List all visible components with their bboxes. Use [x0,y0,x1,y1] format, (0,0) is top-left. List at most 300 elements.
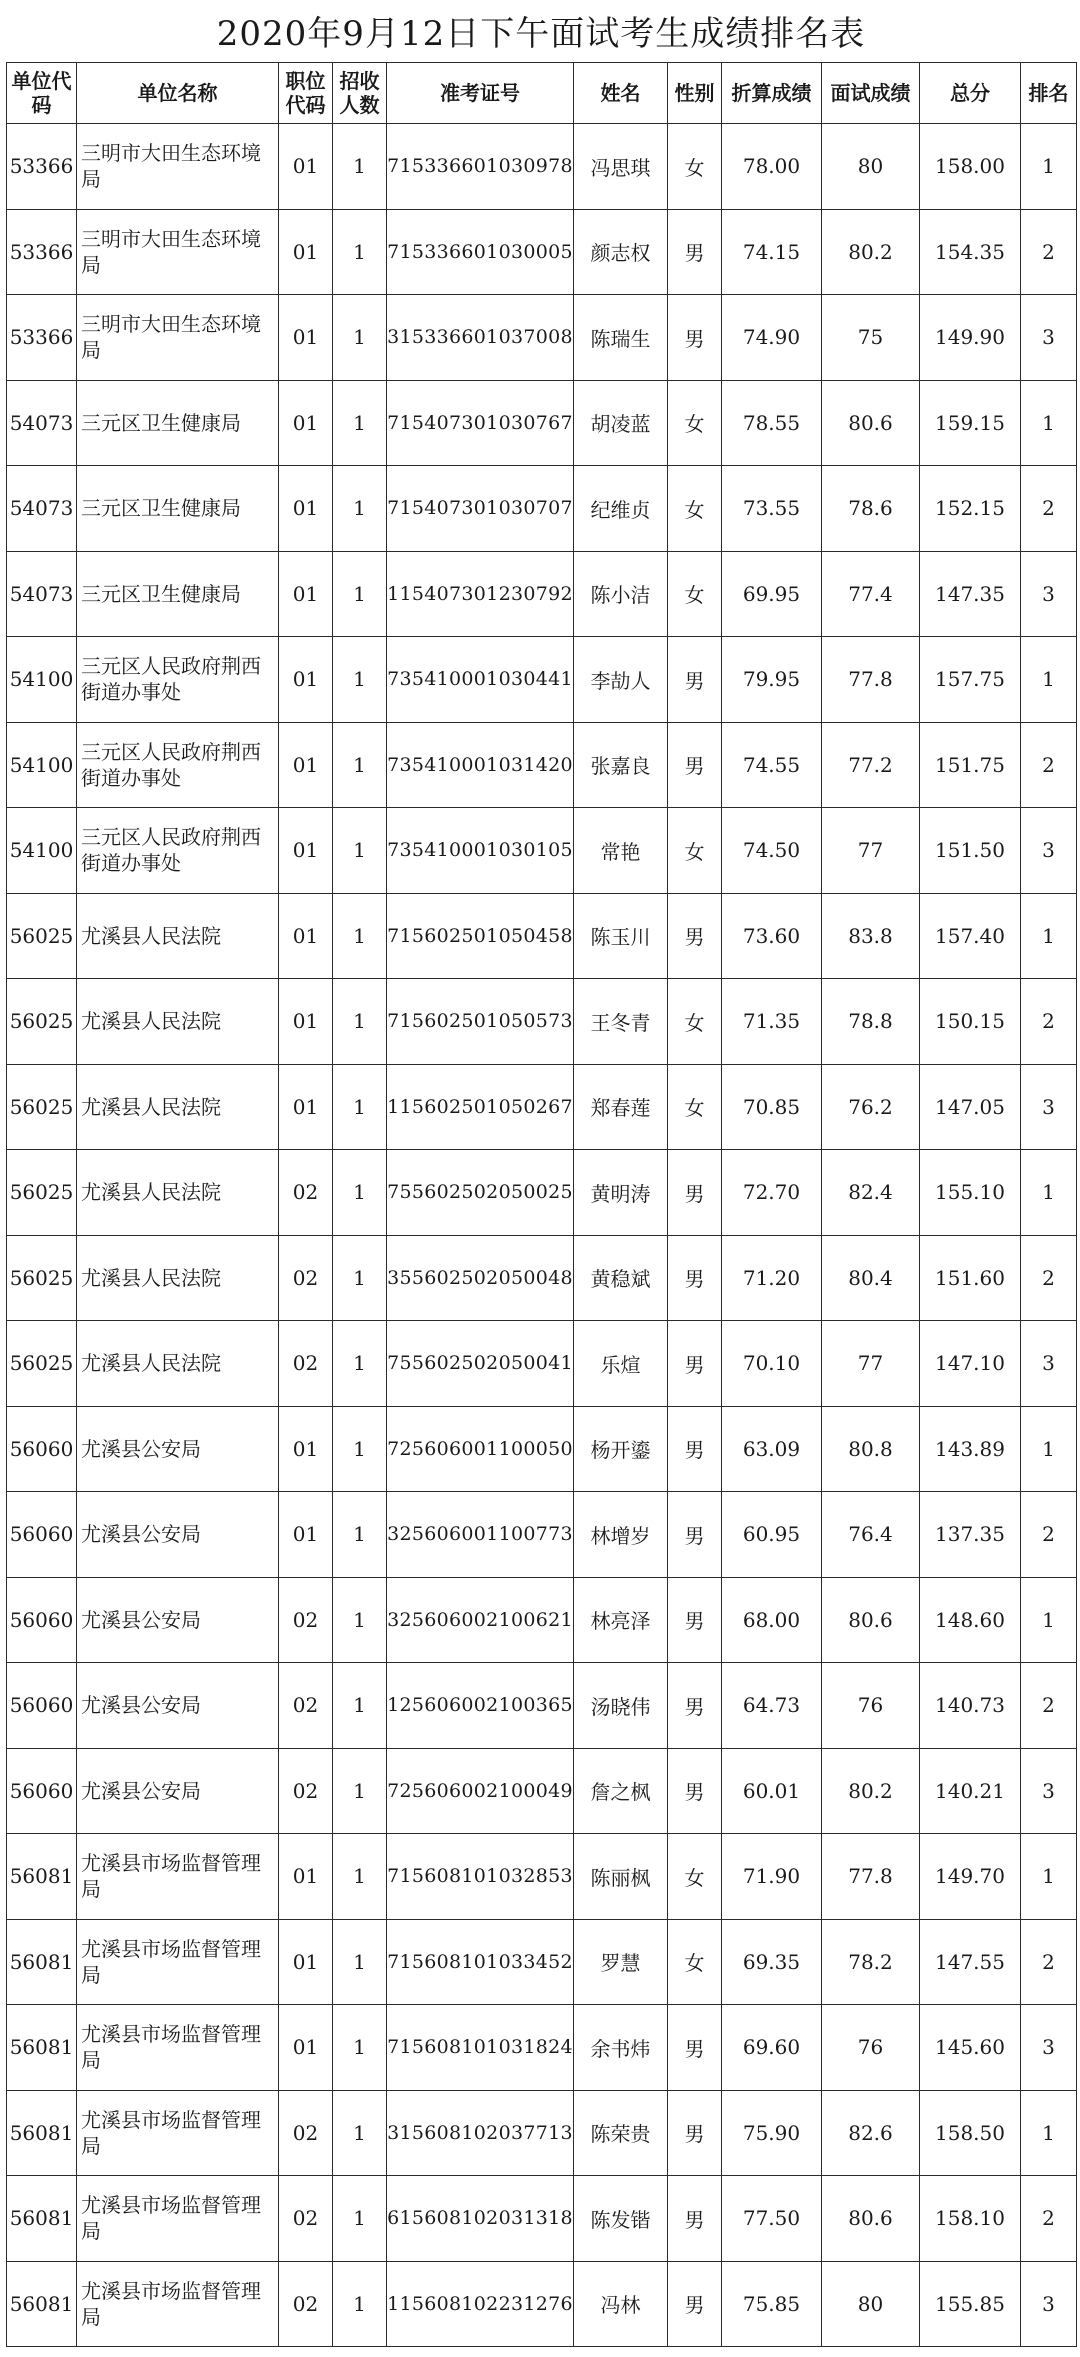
cell-unit-code: 56081 [7,2176,77,2262]
cell-recruit-count: 1 [333,1919,387,2005]
table-row [7,380,1077,466]
cell-exam-no: 735410001030105 [387,808,574,894]
cell-interview-score: 80.2 [822,1748,920,1834]
cell-recruit-count: 1 [333,722,387,808]
cell-rank: 2 [1021,1235,1077,1321]
table-row [7,1150,1077,1236]
cell-candidate-name: 颜志权 [574,209,668,295]
cell-gender: 男 [668,1150,722,1236]
cell-candidate-name: 张嘉良 [574,722,668,808]
table-row [7,1321,1077,1407]
cell-total-score: 157.40 [920,893,1021,979]
cell-exam-no: 115608102231276 [387,2261,574,2347]
cell-converted-score: 69.60 [722,2005,822,2091]
table-row [7,1748,1077,1834]
table-row [7,1406,1077,1492]
cell-converted-score: 68.00 [722,1577,822,1663]
cell-position-code: 01 [279,1406,333,1492]
cell-gender: 女 [668,466,722,552]
cell-gender: 女 [668,551,722,637]
cell-exam-no: 715336601030978 [387,124,574,210]
cell-exam-no: 715336601030005 [387,209,574,295]
cell-rank: 2 [1021,1919,1077,2005]
cell-recruit-count: 1 [333,1748,387,1834]
cell-candidate-name: 汤晓伟 [574,1663,668,1749]
cell-exam-no: 715608101031824 [387,2005,574,2091]
cell-position-code: 02 [279,1748,333,1834]
cell-converted-score: 71.20 [722,1235,822,1321]
cell-rank: 2 [1021,722,1077,808]
cell-recruit-count: 1 [333,1492,387,1578]
cell-position-code: 02 [279,2090,333,2176]
cell-gender: 男 [668,2090,722,2176]
cell-candidate-name: 余书炜 [574,2005,668,2091]
cell-recruit-count: 1 [333,295,387,381]
cell-rank: 1 [1021,1150,1077,1236]
cell-interview-score: 80.6 [822,1577,920,1663]
cell-interview-score: 82.6 [822,2090,920,2176]
cell-unit-name: 尤溪县人民法院 [77,1235,279,1321]
cell-gender: 女 [668,380,722,466]
cell-unit-code: 56025 [7,1150,77,1236]
cell-exam-no: 715608101032853 [387,1834,574,1920]
column-header-position-code: 职位代码 [279,63,333,124]
cell-gender: 男 [668,637,722,723]
cell-position-code: 01 [279,1064,333,1150]
table-row [7,1064,1077,1150]
table-row [7,893,1077,979]
cell-unit-name: 尤溪县市场监督管理局 [77,1834,279,1920]
column-header-exam-no: 准考证号 [387,63,574,124]
cell-rank: 2 [1021,466,1077,552]
column-header-rank: 排名 [1021,63,1077,124]
cell-total-score: 158.50 [920,2090,1021,2176]
cell-position-code: 01 [279,380,333,466]
cell-recruit-count: 1 [333,1064,387,1150]
table-row [7,1834,1077,1920]
cell-unit-name: 尤溪县市场监督管理局 [77,2261,279,2347]
cell-exam-no: 755602502050025 [387,1150,574,1236]
table-row [7,1492,1077,1578]
cell-exam-no: 715407301030767 [387,380,574,466]
cell-position-code: 01 [279,979,333,1065]
cell-unit-name: 三元区卫生健康局 [77,551,279,637]
cell-interview-score: 76 [822,1663,920,1749]
cell-position-code: 02 [279,1663,333,1749]
cell-recruit-count: 1 [333,124,387,210]
cell-total-score: 140.21 [920,1748,1021,1834]
cell-exam-no: 115602501050267 [387,1064,574,1150]
cell-converted-score: 75.85 [722,2261,822,2347]
cell-interview-score: 77.8 [822,637,920,723]
cell-unit-name: 尤溪县公安局 [77,1748,279,1834]
cell-rank: 1 [1021,1577,1077,1663]
table-row [7,2176,1077,2262]
cell-gender: 男 [668,1663,722,1749]
cell-interview-score: 80.6 [822,380,920,466]
cell-interview-score: 80 [822,124,920,210]
cell-candidate-name: 陈发锴 [574,2176,668,2262]
cell-recruit-count: 1 [333,1663,387,1749]
cell-total-score: 155.85 [920,2261,1021,2347]
cell-candidate-name: 冯林 [574,2261,668,2347]
cell-unit-name: 尤溪县市场监督管理局 [77,2090,279,2176]
cell-interview-score: 80 [822,2261,920,2347]
cell-candidate-name: 陈瑞生 [574,295,668,381]
cell-candidate-name: 李劼人 [574,637,668,723]
cell-unit-code: 56060 [7,1748,77,1834]
cell-rank: 2 [1021,1663,1077,1749]
cell-gender: 男 [668,1748,722,1834]
cell-position-code: 01 [279,893,333,979]
cell-total-score: 151.50 [920,808,1021,894]
cell-converted-score: 74.15 [722,209,822,295]
cell-unit-code: 56025 [7,893,77,979]
cell-total-score: 151.60 [920,1235,1021,1321]
cell-gender: 女 [668,1834,722,1920]
cell-position-code: 02 [279,2261,333,2347]
cell-recruit-count: 1 [333,1150,387,1236]
cell-total-score: 157.75 [920,637,1021,723]
cell-candidate-name: 乐煊 [574,1321,668,1407]
cell-position-code: 01 [279,637,333,723]
cell-total-score: 140.73 [920,1663,1021,1749]
cell-total-score: 148.60 [920,1577,1021,1663]
cell-converted-score: 70.85 [722,1064,822,1150]
cell-unit-name: 尤溪县市场监督管理局 [77,2005,279,2091]
column-header-total-score: 总分 [920,63,1021,124]
cell-exam-no: 325606001100773 [387,1492,574,1578]
cell-position-code: 02 [279,1321,333,1407]
cell-candidate-name: 陈丽枫 [574,1834,668,1920]
cell-candidate-name: 冯思琪 [574,124,668,210]
cell-candidate-name: 陈荣贵 [574,2090,668,2176]
cell-converted-score: 64.73 [722,1663,822,1749]
cell-candidate-name: 胡凌蓝 [574,380,668,466]
cell-exam-no: 725606002100049 [387,1748,574,1834]
cell-candidate-name: 林增岁 [574,1492,668,1578]
cell-gender: 男 [668,1235,722,1321]
cell-interview-score: 77 [822,1321,920,1407]
cell-total-score: 137.35 [920,1492,1021,1578]
cell-total-score: 159.15 [920,380,1021,466]
cell-rank: 3 [1021,1748,1077,1834]
cell-unit-name: 尤溪县人民法院 [77,1321,279,1407]
cell-unit-code: 56060 [7,1577,77,1663]
cell-total-score: 147.55 [920,1919,1021,2005]
cell-interview-score: 76.4 [822,1492,920,1578]
cell-gender: 男 [668,1406,722,1492]
cell-unit-name: 尤溪县市场监督管理局 [77,1919,279,2005]
cell-converted-score: 78.00 [722,124,822,210]
cell-converted-score: 74.55 [722,722,822,808]
cell-converted-score: 69.95 [722,551,822,637]
cell-unit-code: 54073 [7,551,77,637]
cell-unit-code: 53366 [7,209,77,295]
cell-exam-no: 355602502050048 [387,1235,574,1321]
cell-rank: 3 [1021,1321,1077,1407]
cell-exam-no: 715407301030707 [387,466,574,552]
cell-gender: 女 [668,808,722,894]
cell-converted-score: 74.50 [722,808,822,894]
cell-interview-score: 78.2 [822,1919,920,2005]
cell-rank: 3 [1021,2005,1077,2091]
cell-rank: 1 [1021,893,1077,979]
cell-position-code: 02 [279,1150,333,1236]
cell-candidate-name: 纪维贞 [574,466,668,552]
cell-unit-name: 尤溪县公安局 [77,1663,279,1749]
cell-gender: 男 [668,295,722,381]
cell-gender: 男 [668,1321,722,1407]
cell-unit-name: 尤溪县人民法院 [77,1150,279,1236]
cell-converted-score: 79.95 [722,637,822,723]
cell-unit-code: 56060 [7,1492,77,1578]
cell-candidate-name: 王冬青 [574,979,668,1065]
cell-recruit-count: 1 [333,1406,387,1492]
cell-rank: 1 [1021,380,1077,466]
cell-total-score: 150.15 [920,979,1021,1065]
cell-position-code: 01 [279,551,333,637]
cell-exam-no: 715608101033452 [387,1919,574,2005]
cell-interview-score: 76 [822,2005,920,2091]
cell-gender: 女 [668,1064,722,1150]
cell-interview-score: 77.4 [822,551,920,637]
cell-total-score: 147.05 [920,1064,1021,1150]
cell-converted-score: 71.90 [722,1834,822,1920]
cell-rank: 1 [1021,1406,1077,1492]
cell-converted-score: 74.90 [722,295,822,381]
cell-recruit-count: 1 [333,209,387,295]
cell-position-code: 01 [279,2005,333,2091]
cell-unit-name: 三元区人民政府荆西街道办事处 [77,722,279,808]
cell-interview-score: 77.8 [822,1834,920,1920]
table-body [7,124,1077,2347]
cell-unit-code: 56081 [7,2261,77,2347]
cell-rank: 3 [1021,295,1077,381]
cell-converted-score: 60.95 [722,1492,822,1578]
cell-position-code: 01 [279,466,333,552]
cell-rank: 2 [1021,209,1077,295]
cell-interview-score: 82.4 [822,1150,920,1236]
cell-unit-code: 56081 [7,1919,77,2005]
cell-total-score: 149.70 [920,1834,1021,1920]
cell-interview-score: 78.6 [822,466,920,552]
cell-candidate-name: 黄稳斌 [574,1235,668,1321]
cell-interview-score: 77.2 [822,722,920,808]
cell-unit-code: 56081 [7,1834,77,1920]
cell-recruit-count: 1 [333,2176,387,2262]
cell-position-code: 02 [279,1235,333,1321]
cell-recruit-count: 1 [333,1321,387,1407]
cell-interview-score: 80.8 [822,1406,920,1492]
cell-recruit-count: 1 [333,979,387,1065]
cell-rank: 3 [1021,1064,1077,1150]
cell-gender: 女 [668,979,722,1065]
cell-converted-score: 63.09 [722,1406,822,1492]
cell-gender: 男 [668,209,722,295]
cell-converted-score: 73.60 [722,893,822,979]
cell-rank: 3 [1021,808,1077,894]
cell-position-code: 02 [279,1577,333,1663]
cell-unit-code: 56025 [7,979,77,1065]
cell-recruit-count: 1 [333,808,387,894]
table-row [7,466,1077,552]
cell-unit-code: 53366 [7,295,77,381]
cell-exam-no: 125606002100365 [387,1663,574,1749]
cell-position-code: 01 [279,295,333,381]
cell-gender: 男 [668,1577,722,1663]
cell-unit-name: 三明市大田生态环境局 [77,209,279,295]
cell-unit-code: 54100 [7,808,77,894]
table-row [7,722,1077,808]
cell-unit-name: 三元区卫生健康局 [77,380,279,466]
cell-unit-name: 三元区人民政府荆西街道办事处 [77,808,279,894]
cell-interview-score: 80.6 [822,2176,920,2262]
cell-gender: 男 [668,722,722,808]
cell-interview-score: 80.2 [822,209,920,295]
cell-unit-name: 尤溪县公安局 [77,1492,279,1578]
cell-candidate-name: 林亮泽 [574,1577,668,1663]
cell-exam-no: 715602501050573 [387,979,574,1065]
column-header-unit-name: 单位名称 [77,63,279,124]
cell-position-code: 01 [279,124,333,210]
cell-rank: 2 [1021,979,1077,1065]
cell-unit-code: 53366 [7,124,77,210]
page-title: 2020年9月12日下午面试考生成绩排名表 [216,14,866,54]
cell-gender: 男 [668,893,722,979]
cell-interview-score: 75 [822,295,920,381]
score-table [6,62,1077,2347]
cell-total-score: 154.35 [920,209,1021,295]
table-row [7,209,1077,295]
cell-rank: 2 [1021,1492,1077,1578]
cell-total-score: 158.00 [920,124,1021,210]
cell-exam-no: 315336601037008 [387,295,574,381]
cell-converted-score: 73.55 [722,466,822,552]
cell-recruit-count: 1 [333,893,387,979]
cell-rank: 3 [1021,2261,1077,2347]
cell-position-code: 01 [279,1834,333,1920]
cell-recruit-count: 1 [333,2005,387,2091]
cell-unit-name: 三元区人民政府荆西街道办事处 [77,637,279,723]
cell-gender: 女 [668,124,722,210]
cell-exam-no: 325606002100621 [387,1577,574,1663]
cell-rank: 1 [1021,2090,1077,2176]
cell-interview-score: 83.8 [822,893,920,979]
cell-gender: 男 [668,2005,722,2091]
cell-rank: 3 [1021,551,1077,637]
cell-recruit-count: 1 [333,1834,387,1920]
table-row [7,124,1077,210]
table-row [7,979,1077,1065]
cell-converted-score: 71.35 [722,979,822,1065]
cell-exam-no: 715602501050458 [387,893,574,979]
cell-gender: 男 [668,2176,722,2262]
cell-exam-no: 315608102037713 [387,2090,574,2176]
cell-recruit-count: 1 [333,466,387,552]
cell-unit-name: 尤溪县公安局 [77,1406,279,1492]
cell-rank: 1 [1021,124,1077,210]
cell-interview-score: 80.4 [822,1235,920,1321]
cell-unit-code: 56025 [7,1235,77,1321]
table-row [7,295,1077,381]
cell-candidate-name: 常艳 [574,808,668,894]
cell-total-score: 147.35 [920,551,1021,637]
cell-interview-score: 78.8 [822,979,920,1065]
cell-exam-no: 725606001100050 [387,1406,574,1492]
cell-interview-score: 77 [822,808,920,894]
table-row [7,2261,1077,2347]
cell-recruit-count: 1 [333,2261,387,2347]
cell-gender: 男 [668,2261,722,2347]
column-header-recruit-count: 招收人数 [333,63,387,124]
cell-converted-score: 72.70 [722,1150,822,1236]
cell-unit-name: 三元区卫生健康局 [77,466,279,552]
cell-converted-score: 69.35 [722,1919,822,2005]
cell-position-code: 01 [279,1919,333,2005]
cell-recruit-count: 1 [333,1577,387,1663]
column-header-interview-score: 面试成绩 [822,63,920,124]
cell-candidate-name: 郑春莲 [574,1064,668,1150]
cell-unit-code: 56081 [7,2090,77,2176]
column-header-gender: 性别 [668,63,722,124]
cell-unit-name: 尤溪县人民法院 [77,979,279,1065]
table-row [7,2090,1077,2176]
cell-unit-name: 三明市大田生态环境局 [77,295,279,381]
cell-position-code: 02 [279,2176,333,2262]
cell-gender: 男 [668,1492,722,1578]
cell-unit-code: 56060 [7,1406,77,1492]
cell-converted-score: 70.10 [722,1321,822,1407]
cell-position-code: 01 [279,1492,333,1578]
cell-exam-no: 735410001030441 [387,637,574,723]
table-row [7,1663,1077,1749]
cell-unit-code: 56060 [7,1663,77,1749]
cell-recruit-count: 1 [333,551,387,637]
table-row [7,1235,1077,1321]
table-row [7,1919,1077,2005]
cell-converted-score: 75.90 [722,2090,822,2176]
cell-recruit-count: 1 [333,1235,387,1321]
cell-total-score: 152.15 [920,466,1021,552]
table-row [7,1577,1077,1663]
header-row [7,63,1077,124]
cell-rank: 2 [1021,2176,1077,2262]
cell-total-score: 147.10 [920,1321,1021,1407]
column-header-unit-code: 单位代码 [7,63,77,124]
table-row [7,637,1077,723]
cell-converted-score: 60.01 [722,1748,822,1834]
cell-exam-no: 615608102031318 [387,2176,574,2262]
cell-unit-code: 56081 [7,2005,77,2091]
cell-unit-code: 56025 [7,1321,77,1407]
cell-unit-code: 54073 [7,466,77,552]
column-header-converted-score: 折算成绩 [722,63,822,124]
cell-candidate-name: 杨开鎏 [574,1406,668,1492]
cell-recruit-count: 1 [333,380,387,466]
cell-unit-name: 三明市大田生态环境局 [77,124,279,210]
cell-unit-code: 54100 [7,722,77,808]
cell-total-score: 151.75 [920,722,1021,808]
cell-candidate-name: 黄明涛 [574,1150,668,1236]
cell-unit-code: 56025 [7,1064,77,1150]
cell-recruit-count: 1 [333,2090,387,2176]
cell-rank: 1 [1021,1834,1077,1920]
cell-unit-code: 54100 [7,637,77,723]
cell-interview-score: 76.2 [822,1064,920,1150]
cell-unit-name: 尤溪县市场监督管理局 [77,2176,279,2262]
cell-total-score: 145.60 [920,2005,1021,2091]
